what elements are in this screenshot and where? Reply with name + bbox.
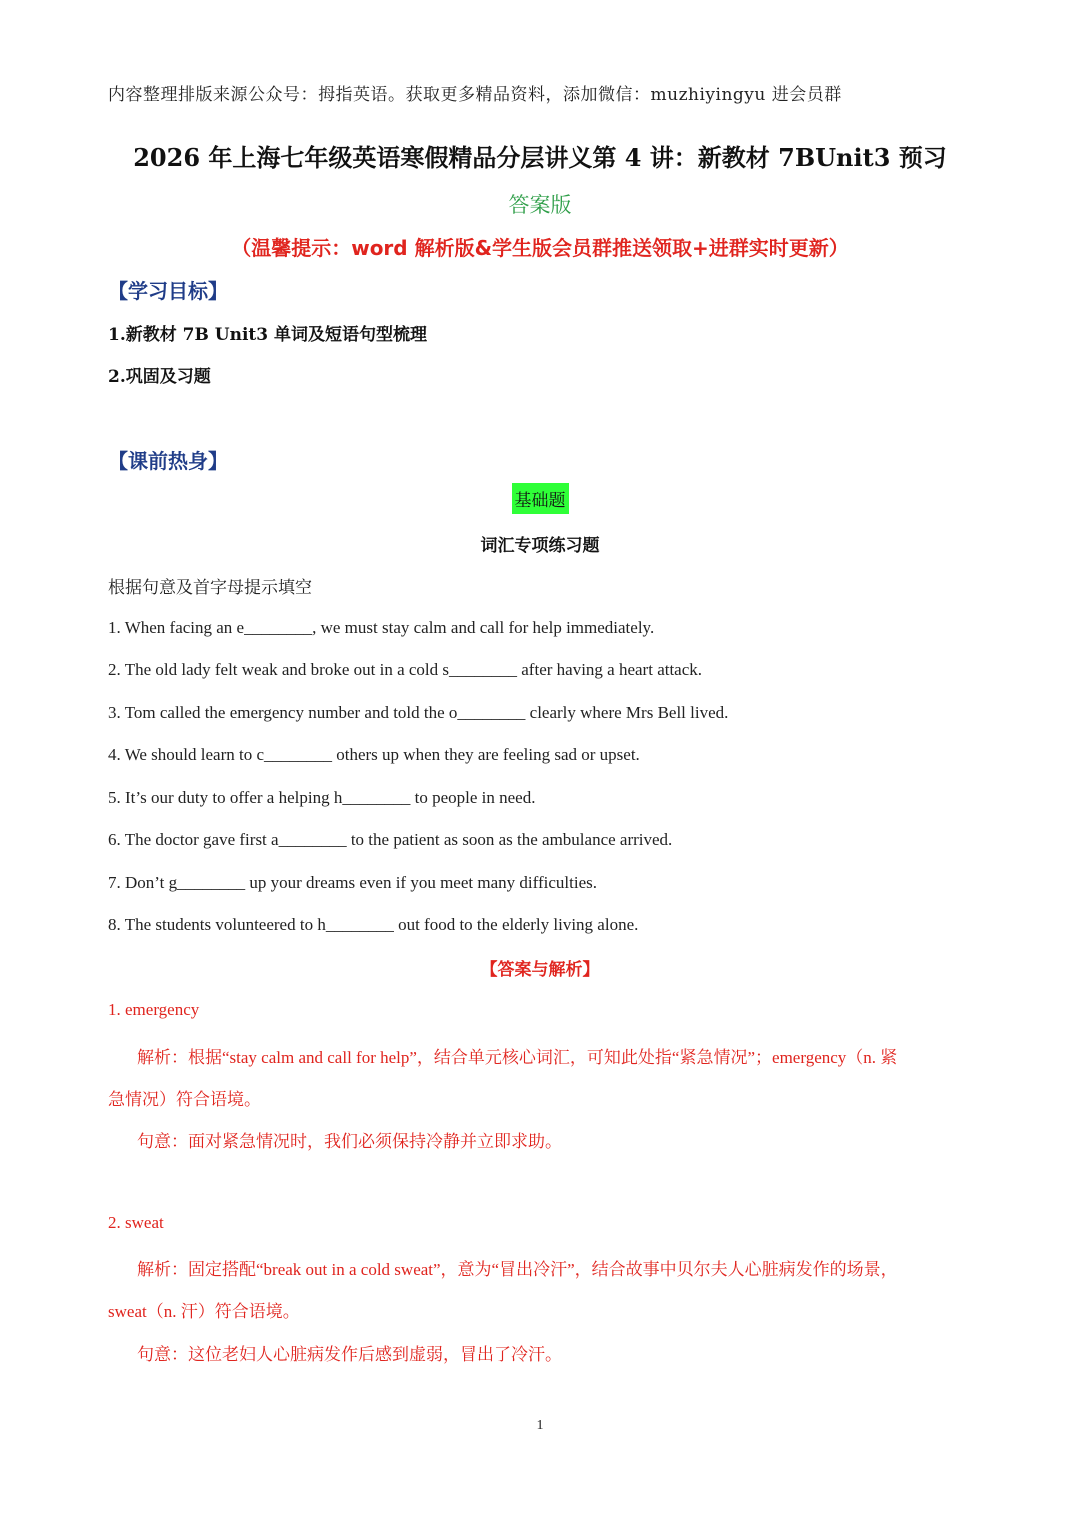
header-note: 内容整理排版来源公众号：拇指英语。获取更多精品资料，添加微信：muzhiyingyu 进会员群 xyxy=(108,85,842,105)
sentence-meaning: 句意：这位老妇人心脏病发作后感到虚弱，冒出了冷汗。 xyxy=(137,1345,562,1364)
level-badge: 基础题 xyxy=(512,483,569,514)
question-item: 8. The students volunteered to h________ out food to the elderly living alone. xyxy=(108,915,639,934)
question-item: 5. It’s our duty to offer a helping h________ to people in need. xyxy=(108,788,536,807)
goals-heading: 【学习目标】 xyxy=(108,279,228,303)
question-item: 1. When facing an e________, we must stay calm and call for help immediately. xyxy=(108,618,655,637)
exercise-instruction: 根据句意及首字母提示填空 xyxy=(108,578,312,598)
answer-version-label: 答案版 xyxy=(508,193,572,217)
analysis-text-cont: 急情况）符合语境。 xyxy=(108,1090,261,1109)
analysis-text: 解析：根据“stay calm and call for help”，结合单元核心词汇，可知此处指“紧急情况”；emergency（n. 紧 xyxy=(137,1048,898,1067)
answers-heading: 【答案与解析】 xyxy=(480,960,600,980)
badge-container xyxy=(0,483,1080,514)
question-item: 7. Don’t g________ up your dreams even if you meet many difficulties. xyxy=(108,873,597,892)
goal-item: 2.巩固及习题 xyxy=(108,367,211,387)
exercise-subheading: 词汇专项练习题 xyxy=(480,536,600,556)
goal-item: 1.新教材 7B Unit3 单词及短语句型梳理 xyxy=(108,325,428,345)
tip-note: （温馨提示：word 解析版&学生版会员群推送领取+进群实时更新） xyxy=(231,236,849,260)
question-item: 3. Tom called the emergency number and told the o________ clearly where Mrs Bell lived. xyxy=(108,703,729,722)
question-item: 2. The old lady felt weak and broke out in a cold s________ after having a heart attack. xyxy=(108,660,703,679)
question-item: 4. We should learn to c________ others up when they are feeling sad or upset. xyxy=(108,745,640,764)
question-item: 6. The doctor gave first a________ to the patient as soon as the ambulance arrived. xyxy=(108,830,673,849)
sentence-meaning: 句意：面对紧急情况时，我们必须保持冷静并立即求助。 xyxy=(137,1132,562,1151)
answer-text: 1. emergency xyxy=(108,1000,200,1019)
page-title: 2026 年上海七年级英语寒假精品分层讲义第 4 讲：新教材 7BUnit3 预习 xyxy=(133,143,947,172)
analysis-text: 解析：固定搭配“break out in a cold sweat”，意为“冒出冷汗”，结合故事中贝尔夫人心脏病发作的场景， xyxy=(137,1260,898,1279)
answer-text: 2. sweat xyxy=(108,1213,164,1232)
page-number: 1 xyxy=(536,1418,544,1433)
analysis-text-cont: sweat（n. 汗）符合语境。 xyxy=(108,1302,300,1321)
warmup-heading: 【课前热身】 xyxy=(108,449,228,473)
